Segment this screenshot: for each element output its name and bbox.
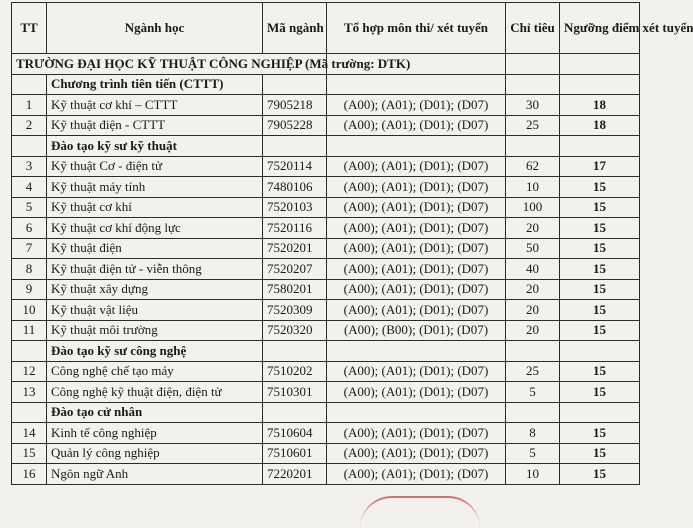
- major-code: 7510202: [263, 361, 327, 382]
- header-ma: Mã ngành: [263, 3, 327, 54]
- quota: 5: [506, 382, 560, 403]
- score-threshold: 15: [560, 197, 640, 218]
- score-threshold: 15: [560, 238, 640, 259]
- header-nganh: Ngành học: [47, 3, 263, 54]
- major-code: 7520201: [263, 238, 327, 259]
- subject-combination: (A00); (A01); (D01); (D07): [327, 279, 506, 300]
- section-row: [12, 402, 640, 423]
- empty-cell: [560, 136, 640, 157]
- subject-combination: (A00); (A01); (D01); (D07): [327, 218, 506, 239]
- quota: 100: [506, 197, 560, 218]
- table-row: [12, 423, 640, 444]
- row-number: 16: [12, 464, 47, 485]
- major-name: Kỹ thuật cơ khí: [47, 197, 263, 218]
- major-name: Kỹ thuật cơ khí – CTTT: [47, 95, 263, 116]
- major-name: Kỹ thuật máy tính: [47, 177, 263, 198]
- table-row: [12, 361, 640, 382]
- row-number: 7: [12, 238, 47, 259]
- table-row: [12, 115, 640, 136]
- section-row: [12, 136, 640, 157]
- empty-cell: [506, 136, 560, 157]
- row-number: 10: [12, 300, 47, 321]
- subject-combination: (A00); (A01); (D01); (D07): [327, 464, 506, 485]
- empty-cell: [12, 136, 47, 157]
- quota: 8: [506, 423, 560, 444]
- table-row: [12, 443, 640, 464]
- empty-cell: [560, 341, 640, 362]
- empty-cell: [560, 54, 640, 75]
- empty-cell: [560, 402, 640, 423]
- red-stamp-edge: [360, 496, 480, 528]
- subject-combination: (A00); (A01); (D01); (D07): [327, 238, 506, 259]
- row-number: 6: [12, 218, 47, 239]
- empty-cell: [327, 136, 506, 157]
- empty-cell: [263, 136, 327, 157]
- quota: 20: [506, 300, 560, 321]
- row-number: 12: [12, 361, 47, 382]
- row-number: 3: [12, 156, 47, 177]
- major-code: 7520116: [263, 218, 327, 239]
- major-name: Ngôn ngữ Anh: [47, 464, 263, 485]
- quota: 25: [506, 361, 560, 382]
- quota: 10: [506, 177, 560, 198]
- quota: 20: [506, 218, 560, 239]
- subject-combination: (A00); (A01); (D01); (D07): [327, 382, 506, 403]
- major-name: Kỹ thuật môi trường: [47, 320, 263, 341]
- major-code: 7905218: [263, 95, 327, 116]
- table-row: [12, 177, 640, 198]
- quota: 20: [506, 320, 560, 341]
- row-number: 15: [12, 443, 47, 464]
- empty-cell: [506, 74, 560, 95]
- empty-cell: [12, 402, 47, 423]
- major-code: 7510601: [263, 443, 327, 464]
- subject-combination: (A00); (A01); (D01); (D07): [327, 177, 506, 198]
- header-diem: Ngưỡng điểm xét tuyển: [560, 3, 640, 54]
- score-threshold: 15: [560, 259, 640, 280]
- school-row: [12, 54, 640, 75]
- subject-combination: (A00); (A01); (D01); (D07): [327, 361, 506, 382]
- subject-combination: (A00); (A01); (D01); (D07): [327, 300, 506, 321]
- table-row: [12, 382, 640, 403]
- table-row: [12, 259, 640, 280]
- section-title: Chương trình tiên tiến (CTTT): [47, 74, 263, 95]
- major-code: 7480106: [263, 177, 327, 198]
- quota: 50: [506, 238, 560, 259]
- score-threshold: 15: [560, 423, 640, 444]
- section-title: Đào tạo cử nhân: [47, 402, 263, 423]
- major-name: Công nghệ chế tạo máy: [47, 361, 263, 382]
- header-chitieu: Chỉ tiêu: [506, 3, 560, 54]
- empty-cell: [560, 74, 640, 95]
- empty-cell: [263, 341, 327, 362]
- major-code: 7905228: [263, 115, 327, 136]
- major-name: Kỹ thuật Cơ - điện tử: [47, 156, 263, 177]
- section-row: [12, 74, 640, 95]
- subject-combination: (A00); (A01); (D01); (D07): [327, 443, 506, 464]
- score-threshold: 15: [560, 443, 640, 464]
- major-name: Kỹ thuật điện tử - viễn thông: [47, 259, 263, 280]
- row-number: 8: [12, 259, 47, 280]
- empty-cell: [12, 74, 47, 95]
- major-name: Kỹ thuật điện - CTTT: [47, 115, 263, 136]
- score-threshold: 15: [560, 218, 640, 239]
- score-threshold: 15: [560, 177, 640, 198]
- major-code: 7520114: [263, 156, 327, 177]
- major-code: 7520207: [263, 259, 327, 280]
- score-threshold: 15: [560, 300, 640, 321]
- quota: 10: [506, 464, 560, 485]
- quota: 20: [506, 279, 560, 300]
- row-number: 11: [12, 320, 47, 341]
- section-title: Đào tạo kỹ sư công nghệ: [47, 341, 263, 362]
- quota: 25: [506, 115, 560, 136]
- header-tt: TT: [12, 3, 47, 54]
- score-threshold: 15: [560, 464, 640, 485]
- empty-cell: [506, 402, 560, 423]
- major-code: 7520320: [263, 320, 327, 341]
- subject-combination: (A00); (A01); (D01); (D07): [327, 259, 506, 280]
- subject-combination: (A00); (A01); (D01); (D07): [327, 115, 506, 136]
- score-threshold: 15: [560, 279, 640, 300]
- table-row: [12, 238, 640, 259]
- table-row: [12, 197, 640, 218]
- subject-combination: (A00); (A01); (D01); (D07): [327, 423, 506, 444]
- table-row: [12, 156, 640, 177]
- section-row: [12, 341, 640, 362]
- major-code: 7520103: [263, 197, 327, 218]
- table-row: [12, 300, 640, 321]
- empty-cell: [506, 54, 560, 75]
- subject-combination: (A00); (A01); (D01); (D07): [327, 95, 506, 116]
- major-code: 7220201: [263, 464, 327, 485]
- score-threshold: 18: [560, 115, 640, 136]
- quota: 62: [506, 156, 560, 177]
- empty-cell: [506, 341, 560, 362]
- major-code: 7520309: [263, 300, 327, 321]
- row-number: 13: [12, 382, 47, 403]
- major-code: 7580201: [263, 279, 327, 300]
- major-code: 7510604: [263, 423, 327, 444]
- empty-cell: [263, 74, 327, 95]
- subject-combination: (A00); (A01); (D01); (D07): [327, 197, 506, 218]
- empty-cell: [263, 402, 327, 423]
- section-title: Đào tạo kỹ sư kỹ thuật: [47, 136, 263, 157]
- quota: 5: [506, 443, 560, 464]
- empty-cell: [327, 74, 506, 95]
- row-number: 1: [12, 95, 47, 116]
- major-name: Công nghệ kỹ thuật điện, điện tử: [47, 382, 263, 403]
- row-number: 9: [12, 279, 47, 300]
- row-number: 2: [12, 115, 47, 136]
- major-name: Kinh tế công nghiệp: [47, 423, 263, 444]
- empty-cell: [327, 402, 506, 423]
- score-threshold: 15: [560, 382, 640, 403]
- quota: 30: [506, 95, 560, 116]
- admissions-table: [11, 2, 693, 485]
- row-number: 5: [12, 197, 47, 218]
- table-row: [12, 320, 640, 341]
- major-name: Kỹ thuật cơ khí động lực: [47, 218, 263, 239]
- major-name: Quản lý công nghiệp: [47, 443, 263, 464]
- empty-cell: [12, 341, 47, 362]
- quota: 40: [506, 259, 560, 280]
- subject-combination: (A00); (B00); (D01); (D07): [327, 320, 506, 341]
- school-name: TRƯỜNG ĐẠI HỌC KỸ THUẬT CÔNG NGHIỆP (Mã trường: DTK): [12, 54, 327, 75]
- table-row: [12, 218, 640, 239]
- row-number: 14: [12, 423, 47, 444]
- score-threshold: 17: [560, 156, 640, 177]
- table-row: [12, 95, 640, 116]
- table-row: [12, 279, 640, 300]
- major-name: Kỹ thuật điện: [47, 238, 263, 259]
- score-threshold: 15: [560, 320, 640, 341]
- subject-combination: (A00); (A01); (D01); (D07): [327, 156, 506, 177]
- major-name: Kỹ thuật xây dựng: [47, 279, 263, 300]
- header-row: [12, 3, 640, 54]
- score-threshold: 15: [560, 361, 640, 382]
- table-row: [12, 464, 640, 485]
- score-threshold: 18: [560, 95, 640, 116]
- row-number: 4: [12, 177, 47, 198]
- major-name: Kỹ thuật vật liệu: [47, 300, 263, 321]
- header-tohop: Tổ hợp môn thi/ xét tuyển: [327, 3, 506, 54]
- empty-cell: [327, 341, 506, 362]
- major-code: 7510301: [263, 382, 327, 403]
